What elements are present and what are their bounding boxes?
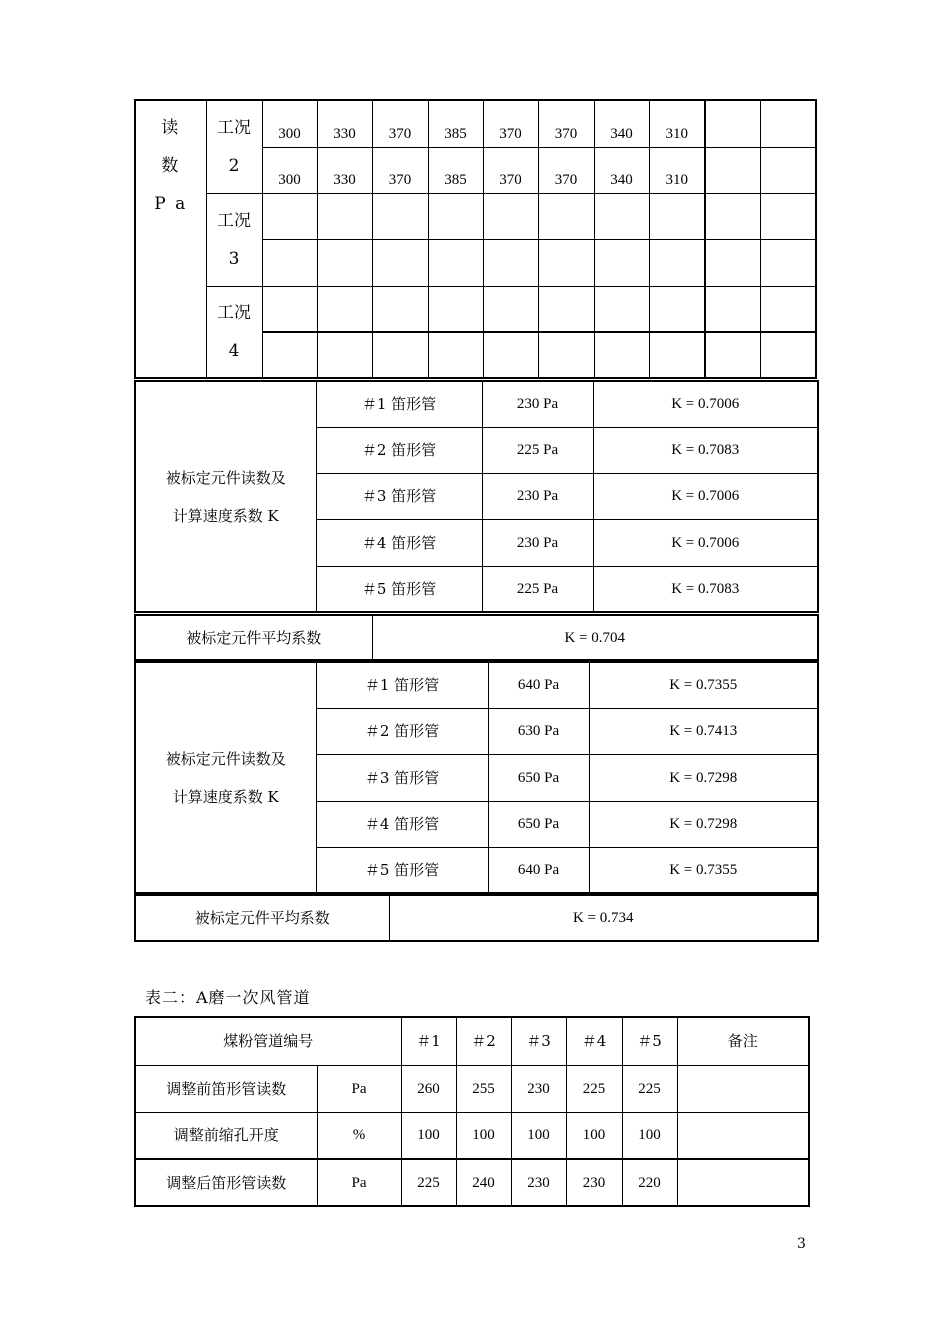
tube-reading: 225 Pa — [482, 566, 593, 612]
reading-cell — [649, 193, 705, 239]
header-col: ＃1 — [401, 1017, 456, 1065]
reading-cell — [538, 286, 594, 332]
calibration-average-2 — [134, 894, 819, 942]
reading-cell — [428, 193, 483, 239]
row-value: 220 — [622, 1159, 677, 1206]
reading-cell — [262, 193, 317, 239]
reading-cell — [705, 332, 760, 378]
reading-cell: 385 — [428, 100, 483, 147]
reading-cell: 370 — [483, 147, 538, 193]
reading-cell — [705, 286, 760, 332]
row-unit: Pa — [317, 1065, 401, 1112]
row-value: 225 — [401, 1159, 456, 1206]
reading-cell — [428, 332, 483, 378]
condition-text: 工况 — [217, 117, 251, 138]
reading-cell — [428, 239, 483, 286]
row-value: 100 — [566, 1112, 622, 1159]
reading-cell — [372, 239, 428, 286]
calibration-table-1 — [134, 380, 819, 613]
reading-cell — [594, 193, 649, 239]
reading-cell: 370 — [538, 100, 594, 147]
reading-cell: 370 — [372, 100, 428, 147]
reading-cell — [317, 332, 372, 378]
calibration-row — [135, 381, 818, 427]
calibration-table-2 — [134, 661, 819, 894]
tube-reading: 650 Pa — [488, 801, 589, 847]
condition-number: 4 — [228, 340, 240, 361]
tube-k-value: K = 0.7006 — [593, 381, 818, 427]
tube-k-value: K = 0.7298 — [589, 801, 818, 847]
reading-cell: 370 — [483, 100, 538, 147]
reading-cell — [538, 332, 594, 378]
tube-k-value: K = 0.7083 — [593, 566, 818, 612]
row-label: 调整后笛形管读数 — [135, 1159, 317, 1206]
pipe-adjustment-table — [134, 1016, 810, 1207]
row-value: 230 — [511, 1065, 566, 1112]
row-note — [677, 1065, 809, 1112]
row-note — [677, 1159, 809, 1206]
reading-cell — [760, 286, 816, 332]
average-value: K = 0.704 — [372, 615, 818, 660]
cond2-row-1 — [135, 100, 816, 147]
row-label: 调整前缩孔开度 — [135, 1112, 317, 1159]
reading-cell — [649, 286, 705, 332]
tube-name: ＃3 笛形管 — [316, 754, 488, 801]
tube-name: ＃1 笛形管 — [316, 662, 488, 708]
calibration-label — [135, 381, 316, 612]
row-unit: % — [317, 1112, 401, 1159]
table2-row — [135, 1065, 809, 1112]
tube-reading: 230 Pa — [482, 519, 593, 566]
tube-name: ＃5 笛形管 — [316, 566, 482, 612]
tube-reading: 630 Pa — [488, 708, 589, 754]
tube-name: ＃3 笛形管 — [316, 473, 482, 519]
reading-cell — [705, 100, 760, 147]
tube-k-value: K = 0.7006 — [593, 473, 818, 519]
table2-row — [135, 1159, 809, 1206]
table2-header-row — [135, 1017, 809, 1065]
row-value: 100 — [401, 1112, 456, 1159]
reading-cell: 340 — [594, 100, 649, 147]
tube-reading: 225 Pa — [482, 427, 593, 473]
reading-cell — [317, 286, 372, 332]
condition-text: 工况 — [217, 210, 251, 231]
reading-cell: 330 — [317, 147, 372, 193]
reading-cell — [760, 100, 816, 147]
reading-cell — [649, 239, 705, 286]
header-note: 备注 — [677, 1017, 809, 1065]
header-col: ＃2 — [456, 1017, 511, 1065]
table2-caption: 表二：A磨一次风管道 — [145, 988, 311, 1007]
reading-cell — [538, 239, 594, 286]
reading-cell — [483, 286, 538, 332]
tube-reading: 230 Pa — [482, 381, 593, 427]
tube-k-value: K = 0.7355 — [589, 847, 818, 893]
tube-k-value: K = 0.7413 — [589, 708, 818, 754]
row-value: 230 — [511, 1159, 566, 1206]
header-pipe-number: 煤粉管道编号 — [135, 1017, 401, 1065]
reading-cell — [760, 193, 816, 239]
table2-row — [135, 1112, 809, 1159]
condition-text: 工况 — [217, 302, 251, 323]
row-note — [677, 1112, 809, 1159]
cond3-row-1 — [135, 193, 816, 239]
calibration-label-line: 被标定元件读数及 — [165, 749, 286, 768]
header-col: ＃3 — [511, 1017, 566, 1065]
calibration-row — [135, 662, 818, 708]
header-col: ＃4 — [566, 1017, 622, 1065]
tube-k-value: K = 0.7355 — [589, 662, 818, 708]
row-label: 调整前笛形管读数 — [135, 1065, 317, 1112]
tube-name: ＃1 笛形管 — [316, 381, 482, 427]
reading-cell — [594, 286, 649, 332]
row-value: 255 — [456, 1065, 511, 1112]
row-value: 230 — [566, 1159, 622, 1206]
reading-cell — [649, 332, 705, 378]
average-label: 被标定元件平均系数 — [135, 895, 389, 941]
tube-name: ＃4 笛形管 — [316, 801, 488, 847]
calibration-average-1 — [134, 614, 819, 661]
reading-cell — [760, 147, 816, 193]
readings-table — [134, 99, 817, 379]
condition-number: 2 — [228, 155, 240, 176]
reading-cell — [262, 286, 317, 332]
reading-cell: 340 — [594, 147, 649, 193]
condition-label — [206, 100, 262, 193]
calibration-label-line: 计算速度系数 K — [172, 787, 279, 806]
average-value: K = 0.734 — [389, 895, 818, 941]
reading-cell — [705, 239, 760, 286]
reading-cell — [483, 239, 538, 286]
reading-cell — [262, 332, 317, 378]
reading-cell — [705, 147, 760, 193]
row-unit: Pa — [317, 1159, 401, 1206]
reading-cell — [262, 239, 317, 286]
tube-k-value: K = 0.7083 — [593, 427, 818, 473]
readings-label-char: 读 — [161, 118, 181, 138]
calibration-label — [135, 662, 316, 893]
reading-cell — [594, 239, 649, 286]
page-number: 3 — [797, 1236, 806, 1252]
readings-label-char: 数 — [161, 156, 181, 176]
reading-cell — [372, 193, 428, 239]
reading-cell: 370 — [538, 147, 594, 193]
row-value: 100 — [622, 1112, 677, 1159]
tube-name: ＃5 笛形管 — [316, 847, 488, 893]
reading-cell: 300 — [262, 147, 317, 193]
calibration-label-line: 被标定元件读数及 — [165, 468, 286, 487]
tube-k-value: K = 0.7006 — [593, 519, 818, 566]
reading-cell — [317, 193, 372, 239]
reading-cell — [594, 332, 649, 378]
reading-cell — [317, 239, 372, 286]
reading-cell — [760, 239, 816, 286]
reading-cell: 310 — [649, 100, 705, 147]
tube-reading: 640 Pa — [488, 662, 589, 708]
reading-cell: 310 — [649, 147, 705, 193]
row-value: 225 — [566, 1065, 622, 1112]
row-value: 100 — [511, 1112, 566, 1159]
calibration-label-line: 计算速度系数 K — [172, 506, 279, 525]
row-value: 225 — [622, 1065, 677, 1112]
reading-cell — [372, 286, 428, 332]
average-label: 被标定元件平均系数 — [135, 615, 372, 660]
condition-label — [206, 193, 262, 286]
tube-name: ＃4 笛形管 — [316, 519, 482, 566]
reading-cell — [538, 193, 594, 239]
tube-reading: 230 Pa — [482, 473, 593, 519]
cond4-row-1 — [135, 286, 816, 332]
reading-cell: 370 — [372, 147, 428, 193]
condition-number: 3 — [228, 248, 240, 269]
row-value: 100 — [456, 1112, 511, 1159]
reading-cell — [483, 332, 538, 378]
reading-cell: 330 — [317, 100, 372, 147]
tube-name: ＃2 笛形管 — [316, 708, 488, 754]
tube-reading: 640 Pa — [488, 847, 589, 893]
row-value: 260 — [401, 1065, 456, 1112]
reading-cell — [428, 286, 483, 332]
condition-label — [206, 286, 262, 378]
reading-cell — [760, 332, 816, 378]
reading-cell — [483, 193, 538, 239]
reading-cell — [705, 193, 760, 239]
readings-label-char: P a — [154, 194, 188, 214]
readings-label — [135, 100, 206, 378]
reading-cell — [372, 332, 428, 378]
row-value: 240 — [456, 1159, 511, 1206]
tube-reading: 650 Pa — [488, 754, 589, 801]
header-col: ＃5 — [622, 1017, 677, 1065]
reading-cell: 385 — [428, 147, 483, 193]
reading-cell: 300 — [262, 100, 317, 147]
tube-name: ＃2 笛形管 — [316, 427, 482, 473]
tube-k-value: K = 0.7298 — [589, 754, 818, 801]
